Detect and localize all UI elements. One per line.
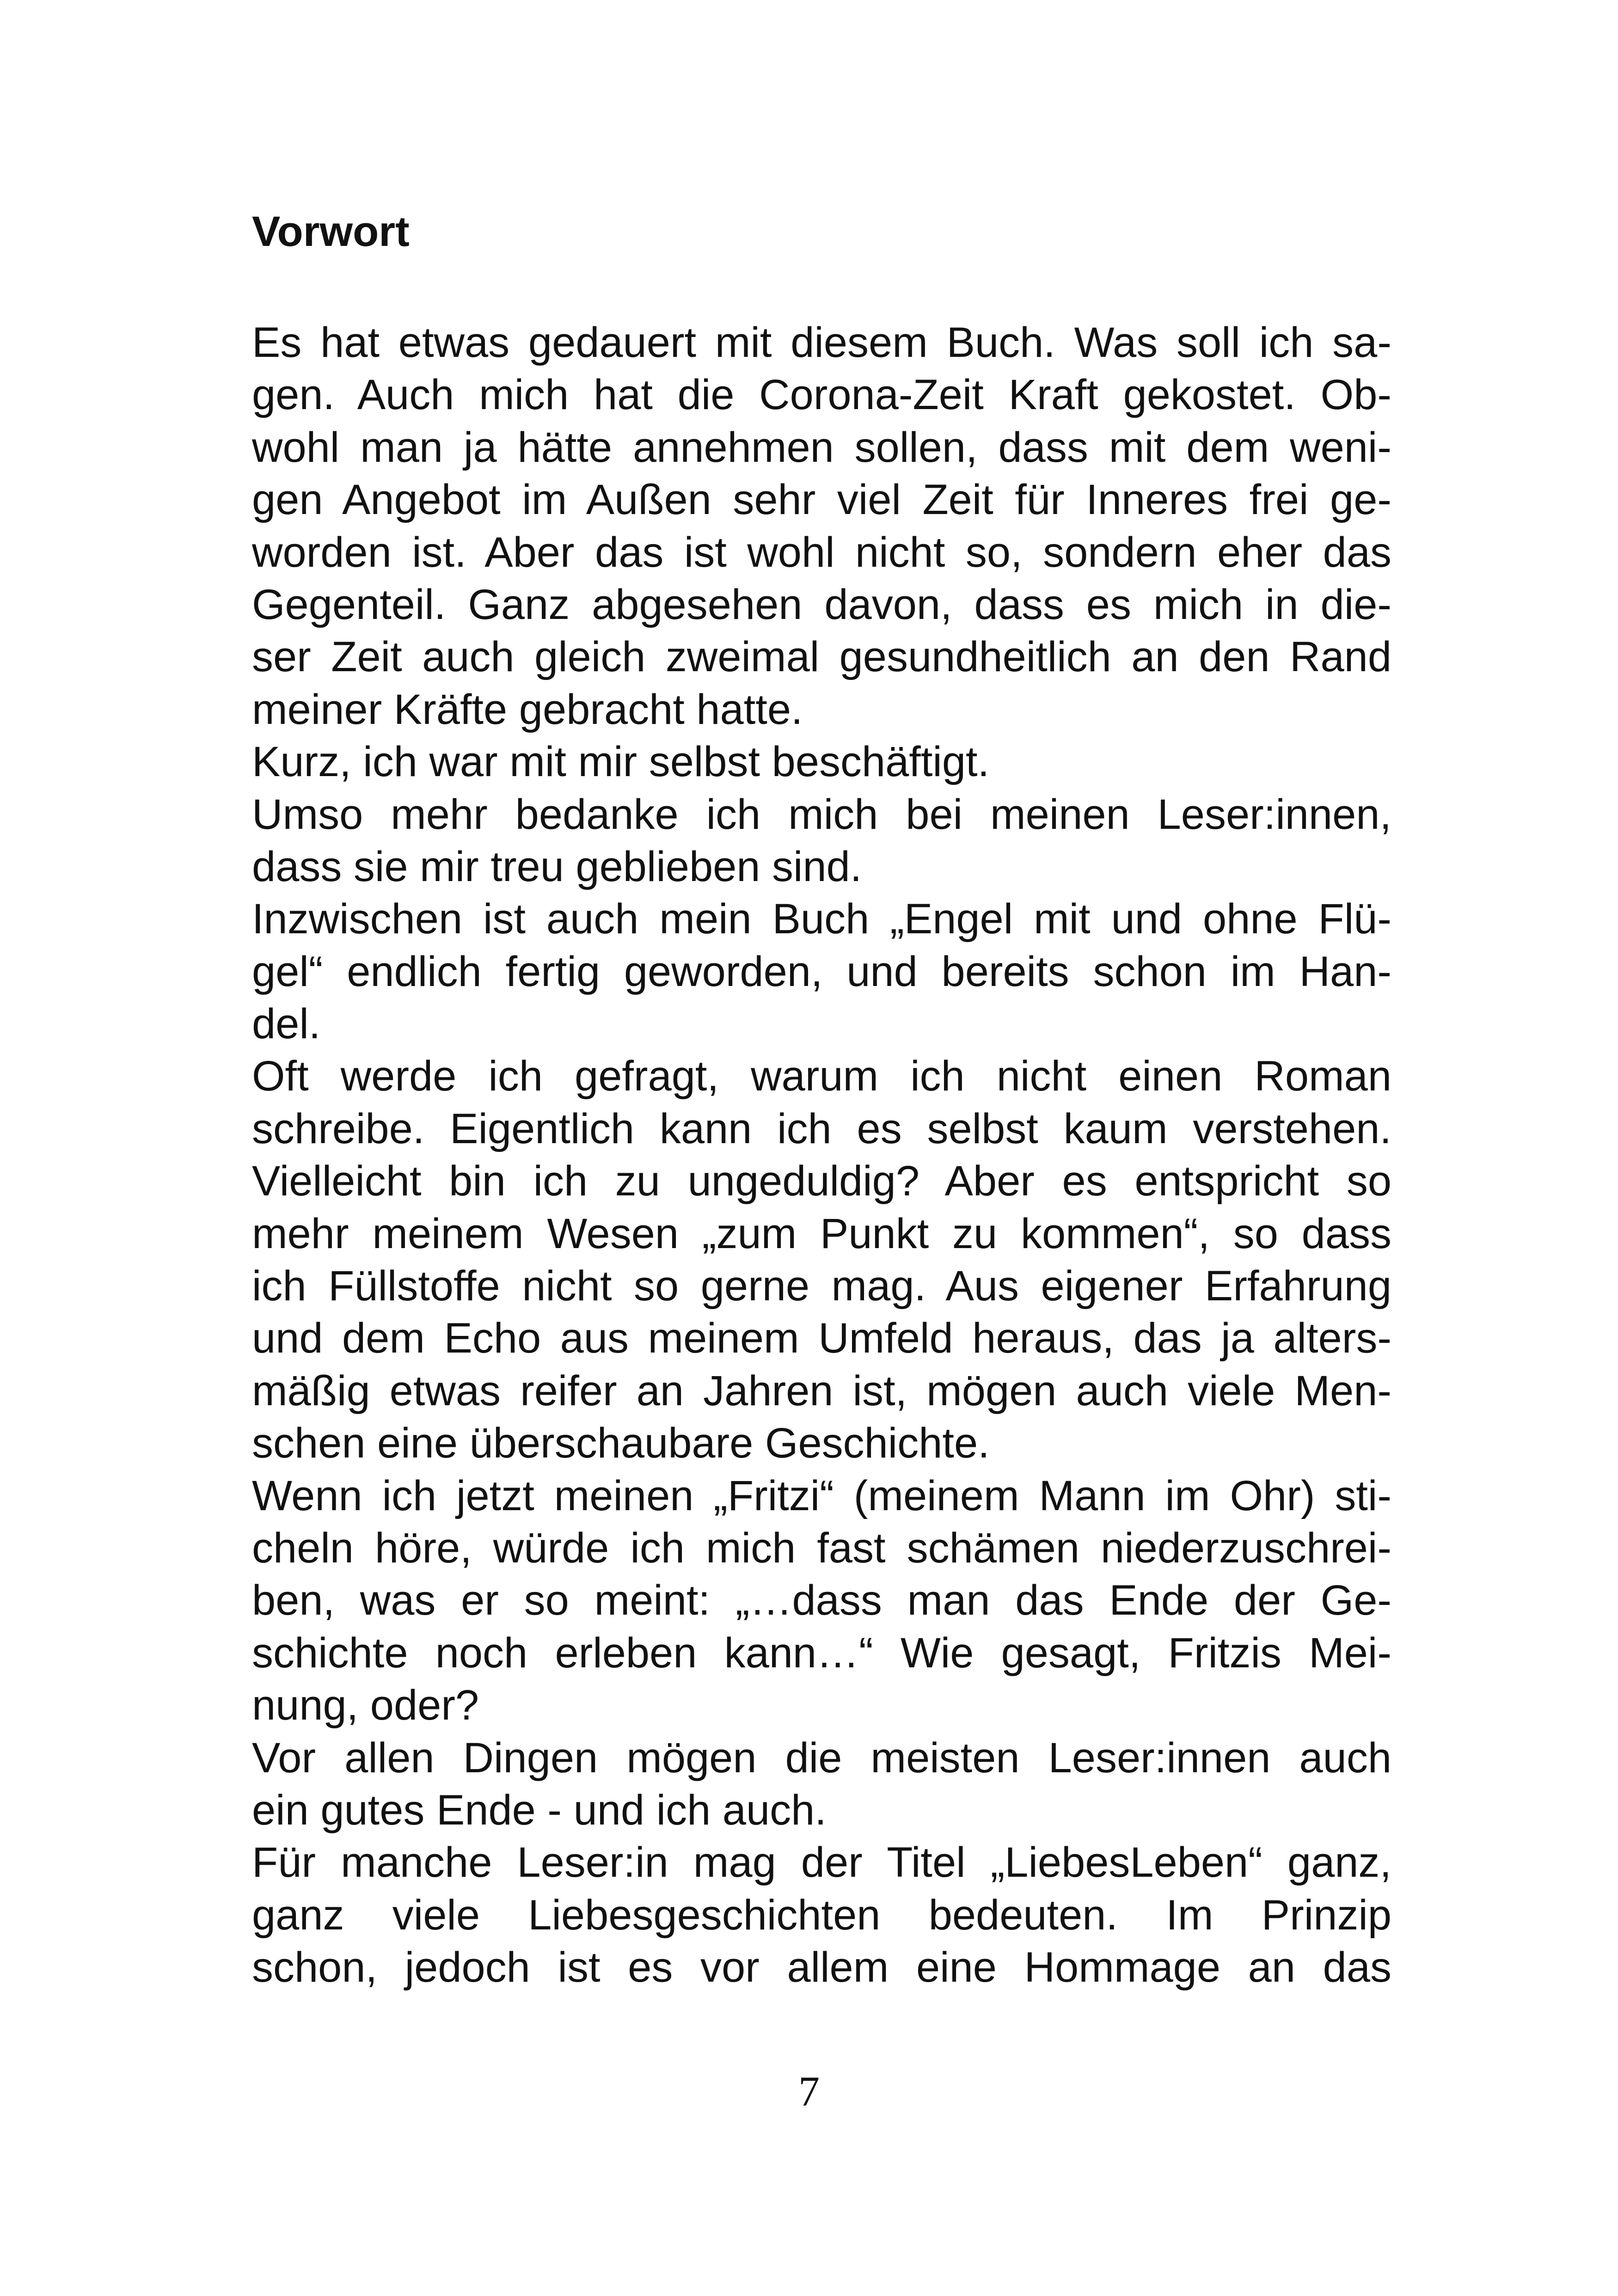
text-line: gel“ endlich fertig geworden, und bereits schon im Han- xyxy=(252,948,1391,995)
text-line: und dem Echo aus meinem Umfeld heraus, das ja alters- xyxy=(252,1315,1391,1362)
text-line: schichte noch erleben kann…“ Wie gesagt, Fritzis Mei- xyxy=(252,1629,1391,1677)
page-number: 7 xyxy=(798,2068,820,2115)
text-line: Vielleicht bin ich zu ungeduldig? Aber es entspricht so xyxy=(252,1157,1391,1205)
text-line: mehr meinem Wesen „zum Punkt zu kommen“, so dass xyxy=(252,1210,1391,1257)
text-line: Für manche Leser:in mag der Titel „LiebesLeben“ ganz, xyxy=(252,1839,1391,1886)
text-line: ich Füllstoffe nicht so gerne mag. Aus eigener Erfahrung xyxy=(252,1262,1391,1310)
text-line: del. xyxy=(252,1000,321,1048)
text-line: Kurz, ich war mit mir selbst beschäftigt. xyxy=(252,738,990,786)
text-line: wohl man ja hätte annehmen sollen, dass mit dem weni- xyxy=(252,423,1391,471)
text-line: ganz viele Liebesgeschichten bedeuten. Im Prinzip xyxy=(252,1891,1391,1939)
text-line: schen eine überschaubare Geschichte. xyxy=(252,1420,990,1467)
text-line: gen Angebot im Außen sehr viel Zeit für Inneres frei ge- xyxy=(252,476,1391,524)
text-line: Umso mehr bedanke ich mich bei meinen Leser:innen, xyxy=(252,790,1391,838)
text-line: Vor allen Dingen mögen die meisten Leser:innen auch xyxy=(252,1734,1391,1782)
text-line: cheln höre, würde ich mich fast schämen niederzuschrei- xyxy=(252,1524,1391,1572)
text-line: schon, jedoch ist es vor allem eine Hommage an das xyxy=(252,1944,1391,1991)
text-line: schreibe. Eigentlich kann ich es selbst kaum verstehen. xyxy=(252,1105,1391,1152)
text-line: Gegenteil. Ganz abgesehen davon, dass es mich in die- xyxy=(252,581,1391,628)
text-line: nung, oder? xyxy=(252,1682,479,1729)
text-line: Inzwischen ist auch mein Buch „Engel mit und ohne Flü- xyxy=(252,895,1391,943)
body-text xyxy=(252,317,1391,1994)
text-line: Wenn ich jetzt meinen „Fritzi“ (meinem Mann im Ohr) sti- xyxy=(252,1472,1391,1519)
text-line: gen. Auch mich hat die Corona-Zeit Kraft gekostet. Ob- xyxy=(252,371,1391,419)
text-line: ben, was er so meint: „…dass man das Ende der Ge- xyxy=(252,1577,1391,1624)
text-line: worden ist. Aber das ist wohl nicht so, sondern eher das xyxy=(252,528,1391,576)
text-line: dass sie mir treu geblieben sind. xyxy=(252,843,862,890)
page-heading: Vorwort xyxy=(252,208,410,255)
text-line: Es hat etwas gedauert mit diesem Buch. Was soll ich sa- xyxy=(252,319,1391,366)
text-line: ser Zeit auch gleich zweimal gesundheitlich an den Rand xyxy=(252,633,1391,681)
text-line: meiner Kräfte gebracht hatte. xyxy=(252,686,803,733)
text-line: ein gutes Ende - und ich auch. xyxy=(252,1786,827,1834)
text-line: mäßig etwas reifer an Jahren ist, mögen auch viele Men- xyxy=(252,1367,1391,1414)
text-line: Oft werde ich gefragt, warum ich nicht einen Roman xyxy=(252,1053,1391,1100)
